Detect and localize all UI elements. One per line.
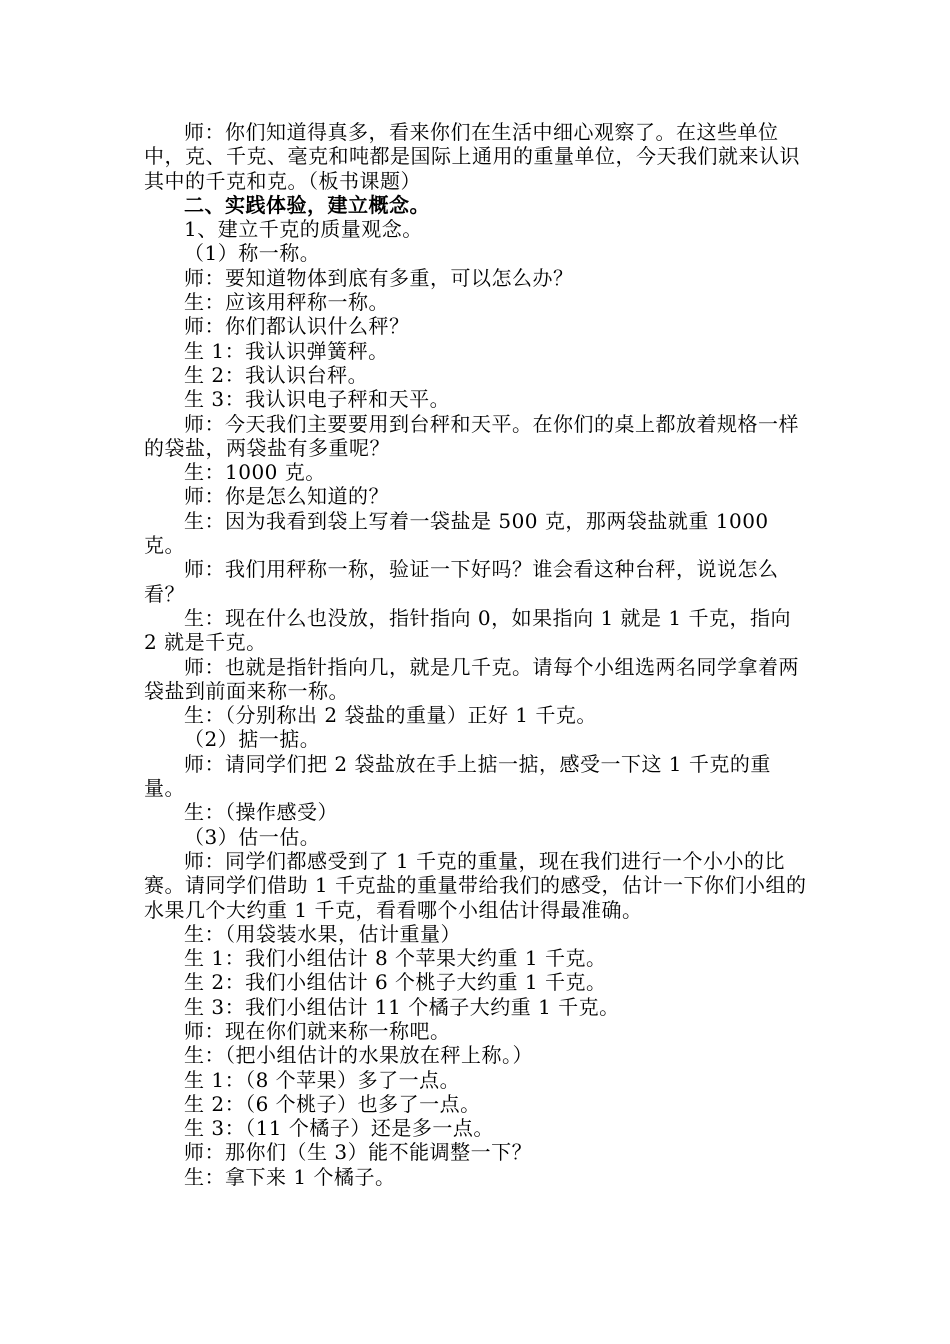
paragraph: 生：1000 克。 — [184, 460, 326, 485]
paragraph: 生 2：我们小组估计 6 个桃子大约重 1 千克。 — [184, 970, 607, 995]
paragraph: 师：我们用秤称一称，验证一下好吗？谁会看这种台秤，说说怎么看？ — [144, 557, 779, 606]
paragraph: 生 2：（6 个桃子）也多了一点。 — [184, 1091, 481, 1116]
paragraph: 师：你们知道得真多，看来你们在生活中细心观察了。在这些单位中，克、千克、毫克和吨都是国际上通用的重量单位，今天我们就来认识其中的千克和克。（板书课题） — [144, 120, 800, 193]
section-heading: 二、实践体验，建立概念。 — [184, 192, 430, 217]
paragraph: 生：（操作感受） — [184, 800, 338, 825]
paragraph: 生：拿下来 1 个橘子。 — [184, 1164, 396, 1189]
paragraph: 生：（把小组估计的水果放在秤上称。） — [184, 1043, 533, 1068]
paragraph: 生 3：我认识电子秤和天平。 — [184, 387, 451, 412]
paragraph: 生 2：我认识台秤。 — [184, 362, 369, 387]
paragraph: 生：（用袋装水果，估计重量） — [184, 921, 461, 946]
paragraph: 师：请同学们把 2 袋盐放在手上掂一掂，感受一下这 1 千克的重量。 — [144, 751, 771, 801]
paragraph: 生：现在什么也没放，指针指向 0，如果指向 1 就是 1 千克，指向 2 就是千克。 — [144, 605, 791, 655]
paragraph: 生：应该用秤称一称。 — [184, 290, 389, 315]
step-heading: （2）掂一掂。 — [184, 727, 321, 752]
lesson-transcript — [144, 120, 810, 1189]
paragraph: 生：（分别称出 2 袋盐的重量）正好 1 千克。 — [184, 703, 597, 728]
paragraph: 师：今天我们主要要用到台秤和天平。在你们的桌上都放着规格一样的袋盐，两袋盐有多重呢？ — [144, 411, 799, 460]
paragraph: 生：因为我看到袋上写着一袋盐是 500 克，那两袋盐就重 1000 克。 — [144, 508, 769, 558]
paragraph: 师：同学们都感受到了 1 千克的重量，现在我们进行一个小小的比赛。请同学们借助 1 千克盐的重量带给我们的感受，估计一下你们小组的水果几个大约重 1 千克，看看哪个小组估计得最准确。 — [144, 848, 807, 922]
paragraph: 生 1：我们小组估计 8 个苹果大约重 1 千克。 — [184, 946, 607, 971]
subsection-heading: 1、建立千克的质量观念。 — [184, 217, 423, 242]
paragraph: 生 3：我们小组估计 11 个橘子大约重 1 千克。 — [184, 994, 620, 1019]
paragraph: 师：那你们（生 3）能不能调整一下？ — [184, 1140, 533, 1165]
paragraph: 师：你是怎么知道的？ — [184, 484, 389, 509]
paragraph: 师：现在你们就来称一称吧。 — [184, 1018, 451, 1043]
paragraph: 生 1：（8 个苹果）多了一点。 — [184, 1067, 461, 1092]
paragraph: 师：也就是指针指向几，就是几千克。请每个小组选两名同学拿着两袋盐到前面来称一称。 — [144, 654, 799, 703]
step-heading: （1）称一称。 — [184, 241, 321, 266]
paragraph: 生 1：我认识弹簧秤。 — [184, 338, 389, 363]
paragraph: 师：要知道物体到底有多重，可以怎么办？ — [184, 265, 574, 290]
paragraph: 师：你们都认识什么秤？ — [184, 314, 410, 339]
paragraph: 生 3：（11 个橘子）还是多一点。 — [184, 1116, 494, 1141]
step-heading: （3）估一估。 — [184, 824, 321, 849]
